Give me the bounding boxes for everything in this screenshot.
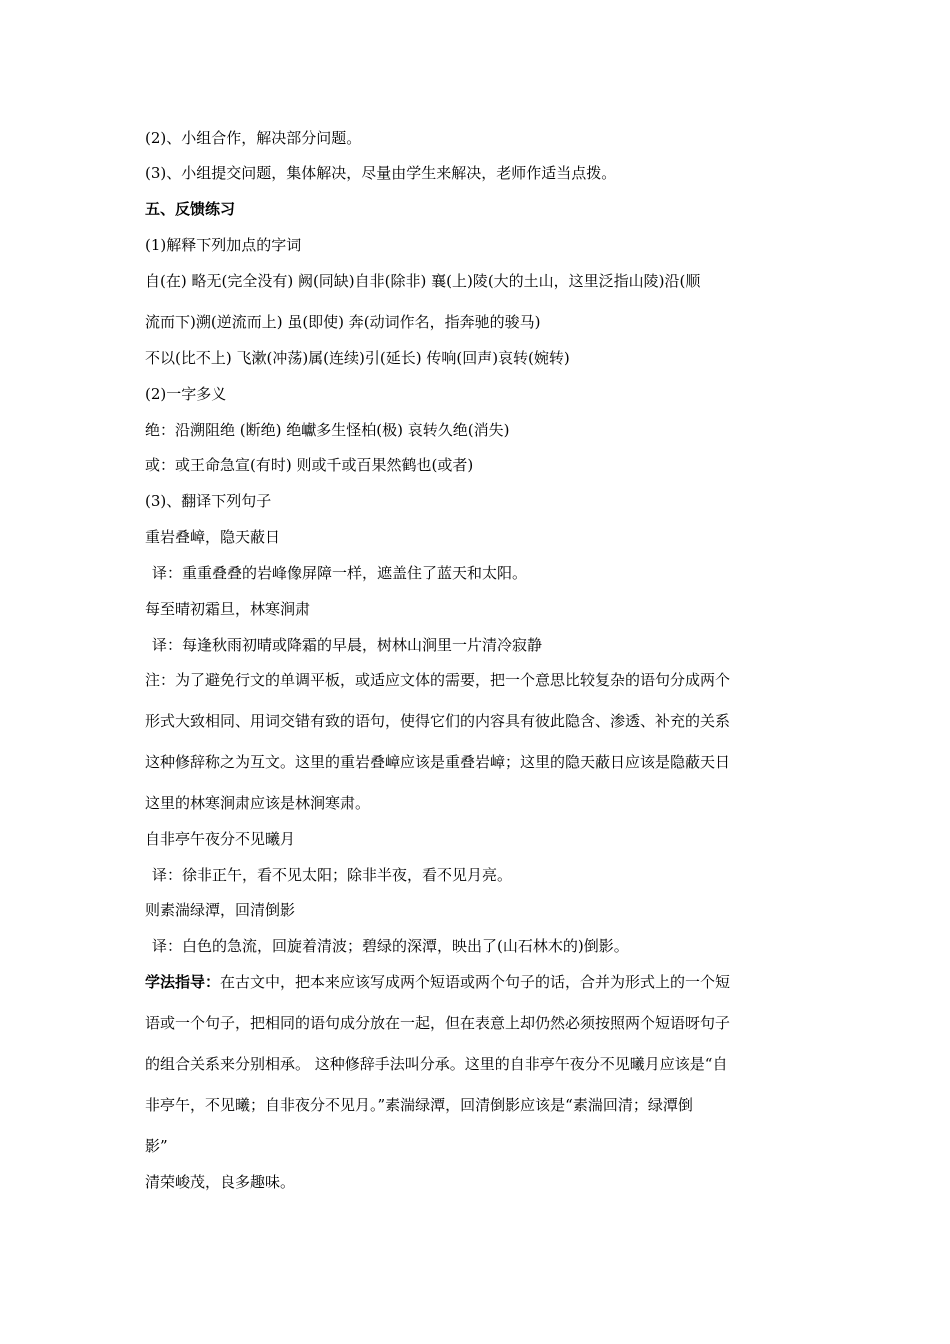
text-line: (2)一字多义 [145, 385, 227, 403]
section-heading: 五、反馈练习 [145, 200, 236, 218]
method-guide-text: 在古文中，把本来应该写成两个短语或两个句子的话，合并为形式上的一个短 [220, 973, 731, 991]
text-line: (3)、翻译下列句子 [145, 492, 272, 510]
text-line: 影” [145, 1137, 168, 1155]
text-line: 这种修辞称之为互文。这里的重岩叠嶂应该是重叠岩嶂；这里的隐天蔽日应该是隐蔽天日 [145, 753, 731, 771]
text-line: 这里的林寒涧肃应该是林涧寒肃。 [145, 794, 371, 812]
text-line: 流而下)溯(逆流而上) 虽(即使) 奔(动词作名，指奔驰的骏马) [145, 313, 541, 331]
text-line: 不以(比不上) 飞漱(冲荡)属(连续)引(延长) 传响(回声)哀转(婉转) [145, 349, 570, 367]
text-line: (3)、小组提交问题，集体解决，尽量由学生来解决，老师作适当点拨。 [145, 164, 617, 182]
method-guide-label: 学法指导： [145, 973, 221, 991]
text-line: 自非亭午夜分不见曦月 [145, 830, 296, 848]
text-line: (1)解释下列加点的字词 [145, 236, 302, 254]
text-line: 形式大致相同、用词交错有致的语句，使得它们的内容具有彼此隐含、渗透、补充的关系 [145, 712, 731, 730]
text-line: (2)、小组合作，解决部分问题。 [145, 129, 362, 147]
translation-line: 译：白色的急流，回旋着清波；碧绿的深潭，映出了(山石林木的)倒影。 [152, 937, 629, 955]
text-line: 注：为了避免行文的单调平板，或适应文体的需要，把一个意思比较复杂的语句分成两个 [145, 671, 731, 689]
text-line: 非亭午，不见曦；自非夜分不见月。”素湍绿潭，回清倒影应该是“素湍回清；绿潭倒 [145, 1096, 693, 1114]
text-line: 绝：沿溯阻绝 (断绝) 绝巘多生怪柏(极) 哀转久绝(消失) [145, 421, 510, 439]
method-guide-paragraph [145, 972, 825, 992]
translation-line: 译：每逢秋雨初晴或降霜的早晨，树林山涧里一片清冷寂静 [152, 636, 543, 654]
text-line: 每至晴初霜旦，林寒涧肃 [145, 600, 311, 618]
translation-line: 译：重重叠叠的岩峰像屏障一样，遮盖住了蓝天和太阳。 [152, 564, 528, 582]
text-line: 重岩叠嶂，隐天蔽日 [145, 528, 281, 546]
text-line: 清荣峻茂，良多趣味。 [145, 1173, 296, 1191]
text-line: 语或一个句子，把相同的语句成分放在一起，但在表意上却仍然必须按照两个短语呀句子 [145, 1014, 731, 1032]
text-line: 或：或王命急宣(有时) 则或千或百果然鹤也(或者) [145, 456, 474, 474]
text-line: 的组合关系来分别相承。 这种修辞手法叫分承。这里的自非亭午夜分不见曦月应该是“自 [145, 1055, 728, 1073]
text-line: 自(在) 略无(完全没有) 阙(同缺)自非(除非) 襄(上)陵(大的土山，这里泛指山陵)沿(顺 [145, 272, 701, 290]
text-line: 则素湍绿潭，回清倒影 [145, 901, 296, 919]
translation-line: 译：徐非正午，看不见太阳；除非半夜，看不见月亮。 [152, 866, 513, 884]
